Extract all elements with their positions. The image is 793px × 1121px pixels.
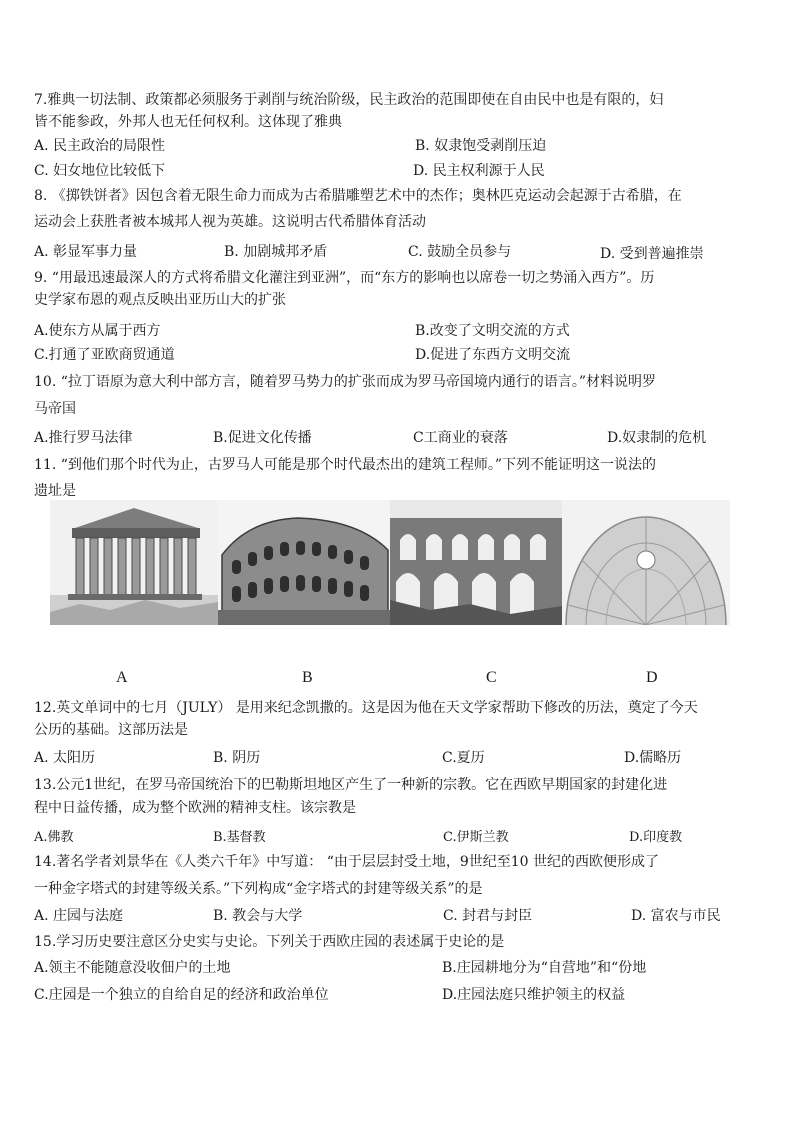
q14-option-c: C. 封君与封臣 xyxy=(443,908,533,924)
q14-option-b: B. 教会与大学 xyxy=(213,908,303,924)
q11-stem-line1: 11. “到他们那个时代为止，古罗马人可能是那个时代最杰出的建筑工程师。”下列不能证明这一说法的 xyxy=(34,457,657,473)
q8-option-b: B. 加剧城邦矛盾 xyxy=(224,244,328,260)
q15-option-c: C.庄园是一个独立的自给自足的经济和政治单位 xyxy=(34,987,329,1003)
q12-option-b: B. 阴历 xyxy=(213,750,261,766)
q7-stem-line1: 7.雅典一切法制、政策都必须服务于剥削与统治阶级，民主政治的范围即使在自由民中也是有限的，妇 xyxy=(34,92,664,108)
q7-option-c: C. 妇女地位比较低下 xyxy=(34,163,166,179)
q13-stem-line1: 13.公元1世纪，在罗马帝国统治下的巴勒斯坦地区产生了一种新的宗教。它在西欧早期国家的封建化进 xyxy=(34,777,668,793)
q9-stem-line2: 史学家布恩的观点反映出亚历山大的扩张 xyxy=(34,292,286,308)
q11-image-strip xyxy=(50,500,730,625)
q15-option-d: D.庄园法庭只维护领主的权益 xyxy=(442,987,626,1003)
q12-option-c: C.夏历 xyxy=(442,750,485,766)
q10-option-b: B.促进文化传播 xyxy=(213,430,312,446)
q8-option-a: A. 彰显军事力量 xyxy=(34,244,138,260)
q13-option-b: B.基督教 xyxy=(213,830,266,845)
q10-option-c: C工商业的衰落 xyxy=(413,430,508,446)
q9-option-a: A.使东方从属于西方 xyxy=(34,323,161,339)
q12-stem-line1: 12.英文单词中的七月（JULY） 是用来纪念凯撒的。这是因为他在天文学家帮助下修改的历法，奠定了今天 xyxy=(34,700,698,716)
q11-image-label-d: D xyxy=(646,669,658,686)
q13-option-d: D.印度教 xyxy=(629,830,683,845)
q7-stem-line2: 皆不能参政，外邦人也无任何权利。这体现了雅典 xyxy=(34,114,342,130)
q13-stem-line2: 程中日益传播，成为整个欧洲的精神支柱。该宗教是 xyxy=(34,800,356,816)
q11-image-c-aqueduct xyxy=(390,500,562,625)
q12-option-d: D.儒略历 xyxy=(624,750,682,766)
q9-stem-line1: 9. “用最迅速最深人的方式将希腊文化灌注到亚洲”，而“东方的影响也以席卷一切之势涌入西方”。历 xyxy=(34,270,655,286)
q7-option-b: B. 奴隶饱受剥削压迫 xyxy=(415,138,547,154)
q7-option-d: D. 民主权利源于人民 xyxy=(413,163,545,179)
q8-option-c: C. 鼓励全员参与 xyxy=(408,244,512,260)
q10-option-d: D.奴隶制的危机 xyxy=(607,430,707,446)
q11-stem-line2: 遗址是 xyxy=(34,483,76,499)
q10-option-a: A.推行罗马法律 xyxy=(34,430,133,446)
q11-image-d-dome-interior xyxy=(562,500,730,625)
q14-stem-line1: 14.著名学者刘景华在《人类六千年》中写道： “由于层层封受土地，9世纪至10 世纪的西欧便形成了 xyxy=(34,854,660,870)
q8-option-d: D. 受到普遍推崇 xyxy=(600,246,704,262)
q14-option-a: A. 庄园与法庭 xyxy=(34,908,124,924)
q14-stem-line2: 一种金字塔式的封建等级关系。”下列构成“金字塔式的封建等级关系”的是 xyxy=(34,881,483,897)
q15-option-b: B.庄园耕地分为“自营地”和“份地 xyxy=(442,960,647,976)
q11-image-b-colosseum xyxy=(218,500,390,625)
q10-stem-line2: 马帝国 xyxy=(34,401,76,417)
q9-option-d: D.促进了东西方文明交流 xyxy=(415,347,571,363)
q11-image-a-greek-temple xyxy=(50,500,218,625)
q15-stem: 15.学习历史要注意区分史实与史论。下列关于西欧庄园的表述属于史论的是 xyxy=(34,934,505,950)
q11-image-label-b: B xyxy=(302,669,313,686)
q7-option-a: A. 民主政治的局限性 xyxy=(34,138,166,154)
q13-option-a: A.佛教 xyxy=(34,830,74,845)
q9-option-b: B.改变了文明交流的方式 xyxy=(415,323,570,339)
q13-option-c: C.伊斯兰教 xyxy=(443,830,509,845)
q9-option-c: C.打通了亚欧商贸通道 xyxy=(34,347,175,363)
q12-option-a: A. 太阳历 xyxy=(34,750,96,766)
q14-option-d: D. 富农与市民 xyxy=(631,908,721,924)
q12-stem-line2: 公历的基础。这部历法是 xyxy=(34,722,188,738)
q8-stem-line2: 运动会上获胜者被本城邦人视为英雄。这说明古代希腊体育活动 xyxy=(34,214,426,230)
q8-stem-line1: 8. 《掷铁饼者》因包含着无限生命力而成为古希腊雕塑艺术中的杰作；奥林匹克运动会起源于古希腊，在 xyxy=(34,188,682,204)
q15-option-a: A.领主不能随意没收佃户的土地 xyxy=(34,960,231,976)
q11-image-label-c: C xyxy=(486,669,497,686)
q11-image-label-a: A xyxy=(116,669,128,686)
q10-stem-line1: 10. “拉丁语原为意大利中部方言，随着罗马势力的扩张而成为罗马帝国境内通行的语言。”材料说明罗 xyxy=(34,374,657,390)
